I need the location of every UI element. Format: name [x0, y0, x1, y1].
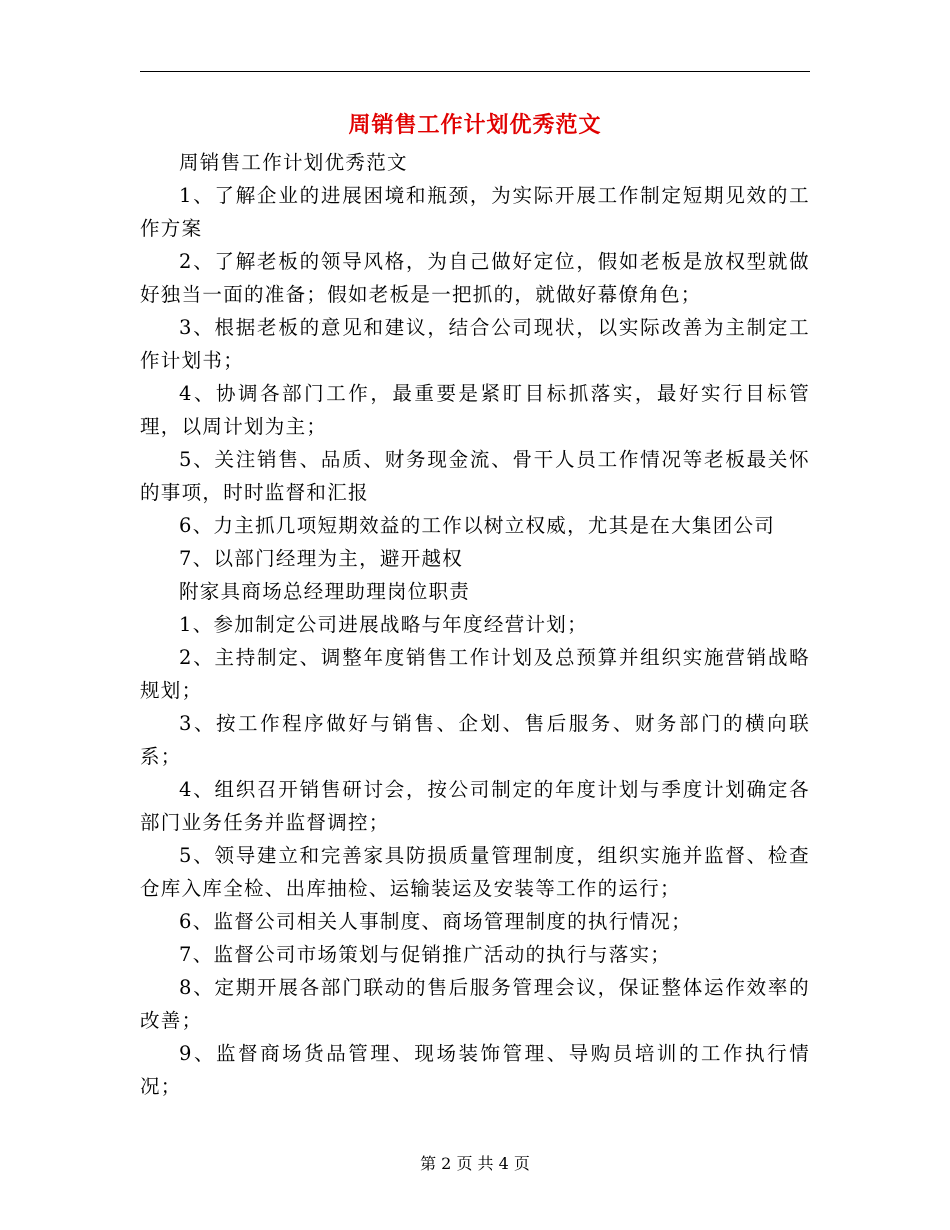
- paragraph-item: 4、协调各部门工作，最重要是紧盯目标抓落实，最好实行目标管理，以周计划为主；: [140, 382, 810, 438]
- paragraph-item: 3、按工作程序做好与销售、企划、售后服务、财务部门的横向联系；: [140, 712, 810, 768]
- paragraph-item: 3、根据老板的意见和建议，结合公司现状，以实际改善为主制定工作计划书；: [140, 316, 810, 372]
- document-title: 周销售工作计划优秀范文: [348, 112, 602, 138]
- paragraph-item: 2、了解老板的领导风格，为自己做好定位，假如老板是放权型就做好独当一面的准备；假如老板是一把抓的，就做好幕僚角色；: [140, 250, 810, 306]
- paragraph-item: 6、力主抓几项短期效益的工作以树立权威，尤其是在大集团公司: [179, 514, 776, 537]
- paragraph-item: 9、监督商场货品管理、现场装饰管理、导购员培训的工作执行情况；: [140, 1042, 810, 1098]
- paragraph-item: 7、以部门经理为主，避开越权: [179, 547, 464, 570]
- paragraph-item: 5、关注销售、品质、财务现金流、骨干人员工作情况等老板最关怀的事项，时时监督和汇报: [140, 448, 810, 504]
- paragraph-item: 6、监督公司相关人事制度、商场管理制度的执行情况；: [179, 910, 692, 933]
- paragraph-item: 1、参加制定公司进展战略与年度经营计划；: [179, 613, 588, 636]
- paragraph-item: 1、了解企业的进展困境和瓶颈，为实际开展工作制定短期见效的工作方案: [140, 184, 810, 240]
- paragraph-item: 4、组织召开销售研讨会，按公司制定的年度计划与季度计划确定各部门业务任务并监督调控；: [140, 778, 810, 834]
- section-heading: 附家具商场总经理助理岗位职责: [179, 580, 471, 603]
- paragraph-item: 2、主持制定、调整年度销售工作计划及总预算并组织实施营销战略规划；: [140, 646, 810, 702]
- document-body: [140, 146, 810, 1103]
- page-number: 第 2 页 共 4 页: [420, 1154, 530, 1173]
- paragraph-item: 5、领导建立和完善家具防损质量管理制度，组织实施并监督、检查仓库入库全检、出库抽检、运输装运及安装等工作的运行；: [140, 844, 810, 900]
- header-rule: [140, 71, 810, 72]
- paragraph-item: 8、定期开展各部门联动的售后服务管理会议，保证整体运作效率的改善；: [140, 976, 810, 1032]
- paragraph-subtitle: 周销售工作计划优秀范文: [179, 151, 408, 174]
- paragraph-item: 7、监督公司市场策划与促销推广活动的执行与落实；: [179, 943, 672, 966]
